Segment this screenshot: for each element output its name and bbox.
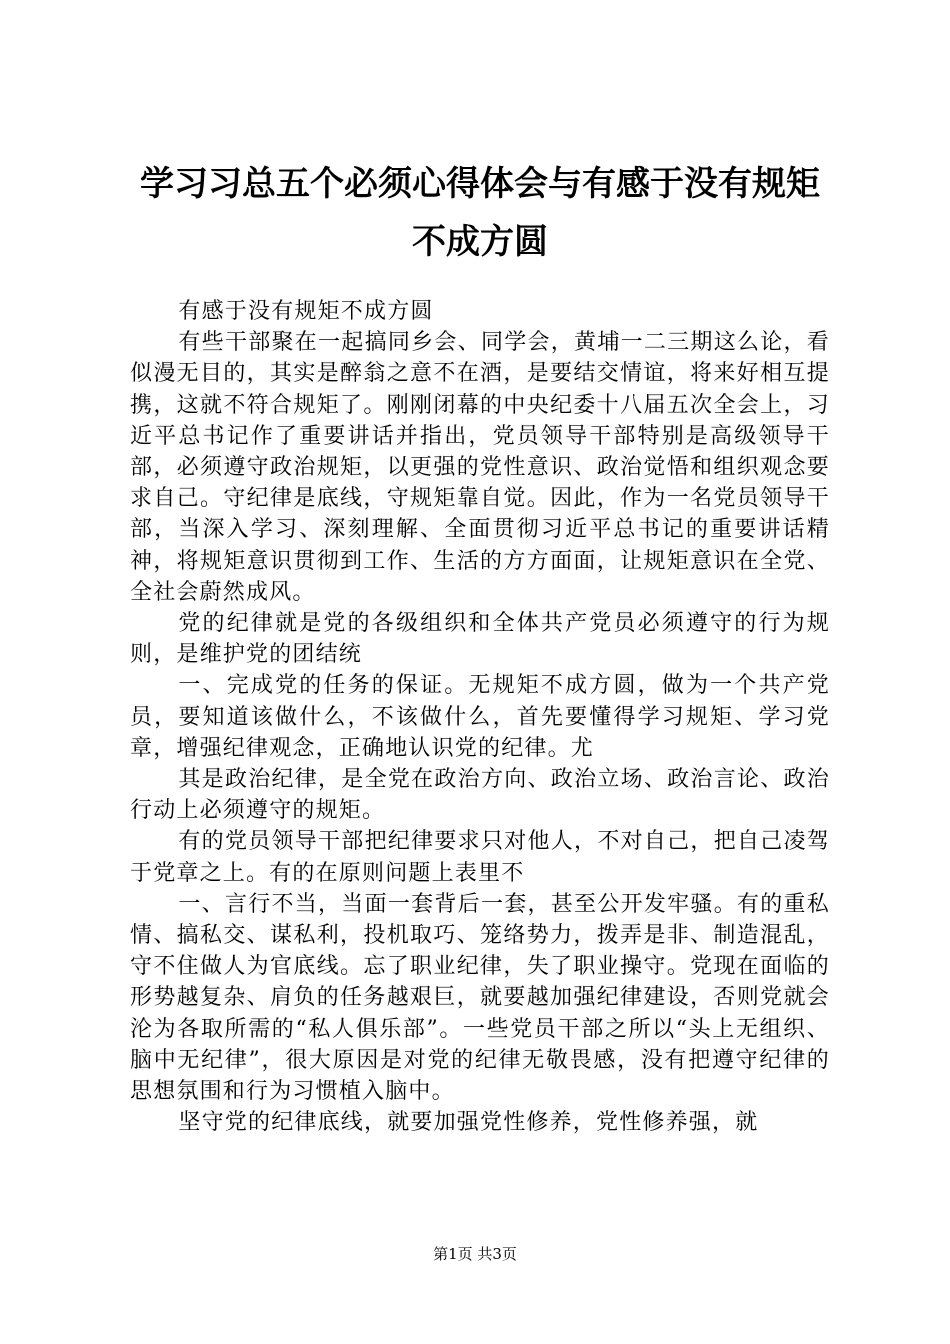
body-paragraph: 有感于没有规矩不成方圆 bbox=[178, 299, 434, 324]
document-title-line: 学习习总五个必须心得体会与有感于没有规矩 bbox=[140, 164, 820, 204]
body-paragraph: 其是政治纪律，是全党在政治方向、政治立场、政治言论、政治行动上必须遵守的规矩。 bbox=[130, 767, 830, 824]
document-body bbox=[130, 296, 830, 1138]
body-paragraph: 有些干部聚在一起搞同乡会、同学会，黄埔一二三期这么论，看似漫无目的，其实是醉翁之意不在酒，是要结交情谊，将来好相互提携，这就不符合规矩了。刚刚闭幕的中央纪委十八届五次全会上，习近平总书记作了重要讲话并指出，党员领导干部特别是高级领导干部，必须遵守政治规矩，以更强的党性意识、政治觉悟和组织观念要求自己。守纪律是底线，守规矩靠自觉。因此，作为一名党员领导干部，当深入学习、深刻理解、全面贯彻习近平总书记的重要讲话精神，将规矩意识贯彻到工作、生活的方方面面，让规矩意识在全党、全社会蔚然成风。 bbox=[130, 330, 830, 605]
body-paragraph: 一、完成党的任务的保证。无规矩不成方圆，做为一个共产党员，要知道该做什么，不该做什么，首先要懂得学习规矩、学习党章，增强纪律观念，正确地认识党的纪律。尤 bbox=[130, 673, 830, 761]
document-title bbox=[120, 155, 840, 271]
body-paragraph: 党的纪律就是党的各级组织和全体共产党员必须遵守的行为规则，是维护党的团结统 bbox=[130, 611, 830, 668]
document-title-line: 不成方圆 bbox=[412, 222, 548, 262]
body-paragraph: 一、言行不当，当面一套背后一套，甚至公开发牢骚。有的重私情、搞私交、谋私利，投机取巧、笼络势力，拨弄是非、制造混乱，守不住做人为官底线。忘了职业纪律，失了职业操守。党现在面临的形势越复杂、肩负的任务越艰巨，就要越加强纪律建设，否则党就会沦为各取所需的“私人俱乐部”。一些党员干部之所以“头上无组织、脑中无纪律”，很大原因是对党的纪律无敬畏感，没有把遵守纪律的思想氛围和行为习惯植入脑中。 bbox=[130, 891, 830, 1105]
body-paragraph: 有的党员领导干部把纪律要求只对他人，不对自己，把自己凌驾于党章之上。有的在原则问题上表里不 bbox=[130, 829, 830, 886]
page-number-footer: 第1页 共3页 bbox=[433, 1245, 517, 1263]
body-paragraph: 坚守党的纪律底线，就要加强党性修养，党性修养强，就 bbox=[178, 1110, 759, 1136]
